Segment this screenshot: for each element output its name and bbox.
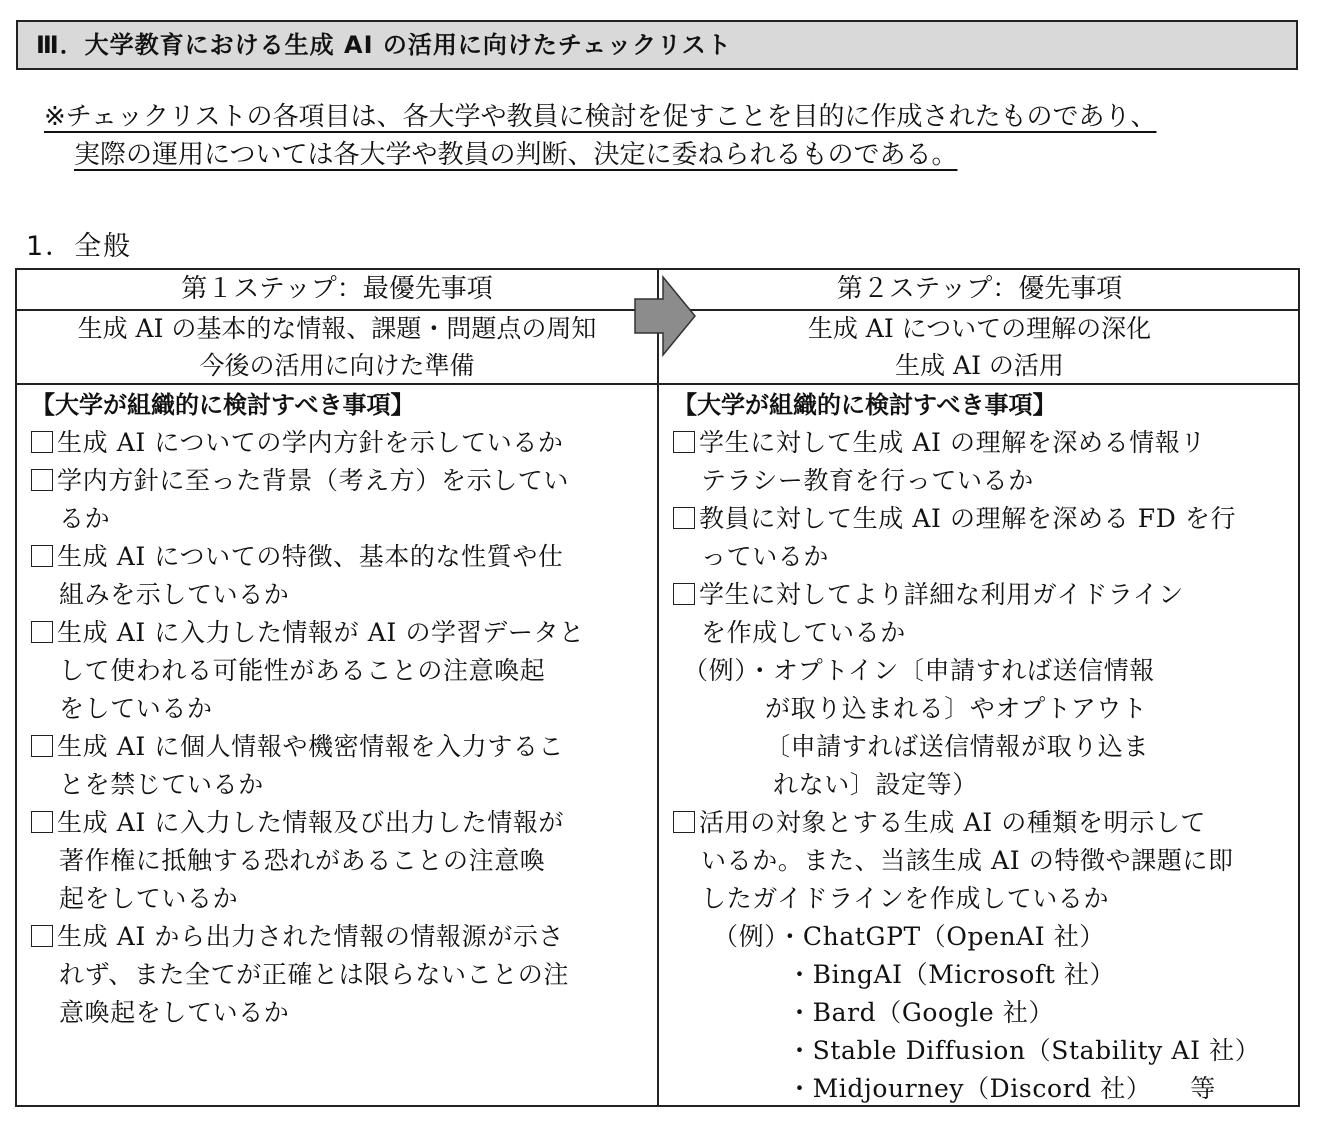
checklist-item: 生成 AI に入力した情報が AI の学習データと して使われる可能性があることの注意喚起 をしているか [31, 614, 651, 728]
step1-checklist-title: 【大学が組織的に検討すべき事項】 [31, 391, 415, 419]
checkbox-icon[interactable] [673, 583, 695, 605]
step2-header: 第２ステップ：優先事項 [836, 274, 1123, 304]
checkbox-icon[interactable] [31, 811, 53, 833]
checklist-item: 学生に対してより詳細な利用ガイドライン を作成しているか [673, 576, 1295, 652]
checklist-item: 活用の対象とする生成 AI の種類を明示して いるか。また、当該生成 AI の特徴や課題に即 したガイドラインを作成しているか [673, 804, 1295, 918]
example-tool-list: （例）・ChatGPT（OpenAI 社） [713, 922, 1106, 951]
checklist-item: 生成 AI についての特徴、基本的な性質や仕 組みを示しているか [31, 538, 651, 614]
step2-checklist-title: 【大学が組織的に検討すべき事項】 [673, 391, 1057, 419]
checklist-item: 生成 AI から出力された情報の情報源が示さ れず、また全てが正確とは限らないことの注 意喚起をしているか [31, 918, 651, 1032]
heading-general: 1．全般 [26, 231, 133, 262]
example-tool: ・Bard（Google 社） [787, 998, 1055, 1027]
example-tool: ・Stable Diffusion（Stability AI 社） [787, 1036, 1261, 1065]
checkbox-icon[interactable] [673, 431, 695, 453]
step2-summary [659, 310, 1300, 384]
step1-checklist [31, 386, 651, 1032]
example-optin-line1: （例）・オプトイン〔申請すれば送信情報 [683, 656, 1155, 685]
notice-line-2: 実際の運用については各大学や教員の判断、決定に委ねられるものである。 [74, 140, 958, 170]
checklist-item: 生成 AI についての学内方針を示しているか [31, 424, 651, 462]
checklist-item: 学生に対して生成 AI の理解を深める情報リ テラシー教育を行っているか [673, 424, 1295, 500]
arrow-right-icon [633, 275, 697, 357]
checkbox-icon[interactable] [673, 507, 695, 529]
section-title: Ⅲ．大学教育における生成 AI の活用に向けたチェックリスト [16, 20, 1298, 70]
checkbox-icon[interactable] [31, 925, 53, 947]
example-optin-line3: 〔申請すれば送信情報が取り込ま [765, 732, 1150, 761]
checklist-item: 学内方針に至った背景（考え方）を示してい るか [31, 462, 651, 538]
example-tool: ・BingAI（Microsoft 社） [787, 960, 1116, 989]
step1-summary-line1: 生成 AI の基本的な情報、課題・問題点の周知 [77, 314, 597, 343]
checklist-table [15, 268, 1300, 1107]
notice-line-1: ※チェックリストの各項目は、各大学や教員に検討を促すことを目的に作成されたものであり、 [44, 102, 1157, 132]
example-tool: ・Midjourney（Discord 社） 等 [787, 1074, 1216, 1103]
checkbox-icon[interactable] [31, 469, 53, 491]
column-divider [657, 270, 659, 1105]
example-optin-line2: が取り込まれる〕やオプトアウト [765, 694, 1148, 723]
checkbox-icon[interactable] [31, 621, 53, 643]
checklist-item: 生成 AI に入力した情報及び出力した情報が 著作権に抵触する恐れがあることの注意喚 起をしているか [31, 804, 651, 918]
checkbox-icon[interactable] [31, 735, 53, 757]
step2-summary-line1: 生成 AI についての理解の深化 [807, 314, 1152, 343]
step1-header: 第１ステップ：最優先事項 [181, 274, 493, 304]
checklist-item: 教員に対して生成 AI の理解を深める FD を行 っているか [673, 500, 1295, 576]
checkbox-icon[interactable] [31, 431, 53, 453]
checkbox-icon[interactable] [673, 811, 695, 833]
example-optin-line4: れない〕設定等） [773, 770, 978, 799]
step2-checklist [673, 386, 1295, 1108]
notice [44, 98, 1314, 174]
checkbox-icon[interactable] [31, 545, 53, 567]
checklist-item: 生成 AI に個人情報や機密情報を入力するこ とを禁じているか [31, 728, 651, 804]
step1-summary-line2: 今後の活用に向けた準備 [199, 351, 475, 380]
step1-summary [17, 310, 657, 384]
step2-summary-line2: 生成 AI の活用 [895, 351, 1064, 380]
